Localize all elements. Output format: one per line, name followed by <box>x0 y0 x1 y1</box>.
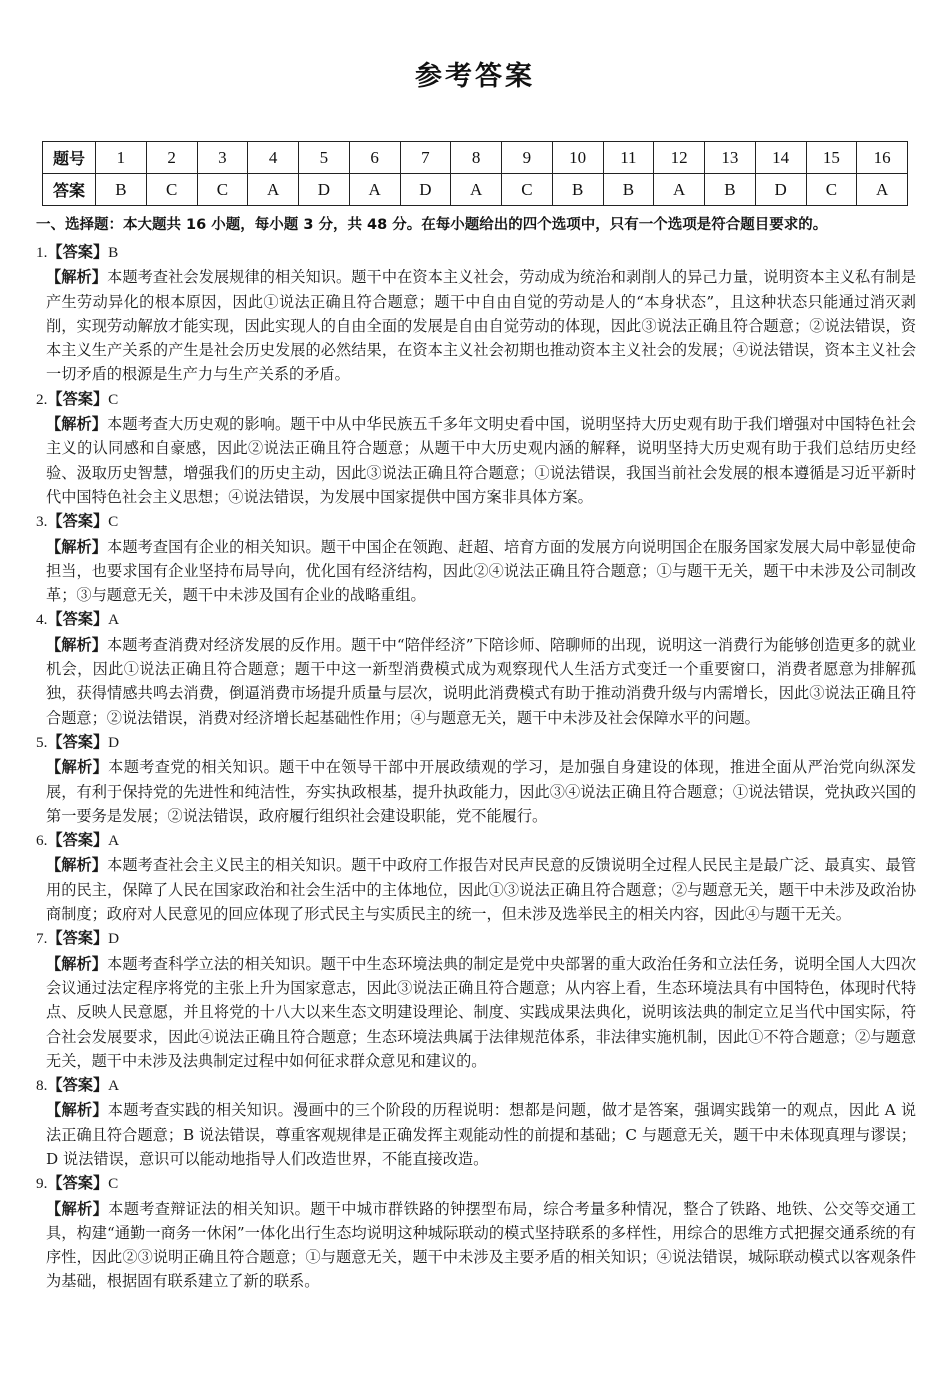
answer-label: 【答案】 <box>47 732 109 751</box>
analysis-paragraph <box>36 1098 916 1171</box>
answer-line <box>36 607 916 632</box>
answer-label: 【答案】 <box>47 512 109 531</box>
answer-value: C <box>108 390 119 408</box>
answer-value: D <box>108 733 120 751</box>
answer-cell: A <box>451 174 502 206</box>
section-title: 一、选择题：本大题共 16 小题，每小题 3 分，共 48 分。在每小题给出的四个选项中，只有一个选项是符合题目要求的。 <box>36 217 828 233</box>
analysis-paragraph <box>36 633 916 730</box>
analysis-paragraph <box>36 265 916 386</box>
answer-cell: A <box>654 174 705 206</box>
answer-cell: D <box>755 174 806 206</box>
analysis-label: 【解析】 <box>46 1199 109 1218</box>
answer-line <box>36 926 916 951</box>
answer-line <box>36 509 916 534</box>
answer-table-number-row <box>43 142 908 174</box>
question-number: 5. <box>36 733 48 751</box>
question-explanation <box>36 1171 916 1293</box>
question-number-cell: 1 <box>96 142 147 174</box>
answer-line <box>36 828 916 853</box>
answer-cell: D <box>299 174 350 206</box>
analysis-label: 【解析】 <box>46 954 108 973</box>
analysis-paragraph <box>36 1197 916 1294</box>
question-number-cell: 3 <box>197 142 248 174</box>
analysis-label: 【解析】 <box>46 537 108 556</box>
question-number-cell: 14 <box>755 142 806 174</box>
page-title: 参考答案 <box>415 61 535 92</box>
analysis-paragraph <box>36 853 916 926</box>
question-number: 3. <box>36 513 48 531</box>
question-number-cell: 4 <box>248 142 299 174</box>
question-number-cell: 11 <box>603 142 654 174</box>
answer-cell: B <box>603 174 654 206</box>
question-number: 6. <box>36 832 48 850</box>
answer-cell: C <box>146 174 197 206</box>
answer-explanations <box>36 240 916 1294</box>
analysis-paragraph <box>36 755 916 828</box>
question-number-cell: 9 <box>502 142 553 174</box>
question-number-cell: 12 <box>654 142 705 174</box>
question-explanation <box>36 926 916 1073</box>
question-number: 8. <box>36 1077 48 1095</box>
answer-line <box>36 1171 916 1196</box>
answer-label: 【答案】 <box>47 610 109 629</box>
question-explanation <box>36 1073 916 1171</box>
question-number-cell: 6 <box>349 142 400 174</box>
analysis-paragraph <box>36 952 916 1073</box>
question-explanation <box>36 828 916 926</box>
answer-line <box>36 387 916 412</box>
analysis-label: 【解析】 <box>46 758 109 777</box>
answer-table-answer-row <box>43 174 908 206</box>
answer-cell: A <box>248 174 299 206</box>
question-number-cell: 7 <box>400 142 451 174</box>
question-number-cell: 15 <box>806 142 857 174</box>
answer-label: 【答案】 <box>47 1076 109 1095</box>
answer-line <box>36 1073 916 1098</box>
answer-label: 【答案】 <box>47 243 109 261</box>
question-number-cell: 5 <box>299 142 350 174</box>
answer-cell: C <box>502 174 553 206</box>
analysis-label: 【解析】 <box>46 635 108 654</box>
question-number-cell: 10 <box>552 142 603 174</box>
row-label-answer: 答案 <box>43 174 96 206</box>
question-number-cell: 13 <box>705 142 756 174</box>
answer-cell: B <box>96 174 147 206</box>
answer-cell: A <box>349 174 400 206</box>
question-number-cell: 16 <box>857 142 908 174</box>
question-explanation <box>36 730 916 828</box>
question-number: 1. <box>36 244 48 261</box>
analysis-label: 【解析】 <box>46 268 108 287</box>
answer-label: 【答案】 <box>47 831 109 850</box>
question-number: 7. <box>36 930 48 948</box>
answer-label: 【答案】 <box>47 929 109 948</box>
question-number: 4. <box>36 611 48 629</box>
analysis-text: 本题考查消费对经济发展的反作用。题干中“陪伴经济”下陪诊师、陪聊师的出现，说明这一消费行为能够创造更多的就业机会，因此①说法正确且符合题意；题干中这一新型消费模式成为观察现代人生活方式变迁一个重要窗口，消费者愿意为排解孤独，获得情感共鸣去消费，倒逼消费市场提升质量与层次，说明此消费模式有助于推动消费升级与内需增长，因此③说法正确且符合题意；②说法错误，消费对经济增长起基础性作用；④与题意无关，题干中未涉及社会保障水平的问题。 <box>46 635 917 727</box>
analysis-label: 【解析】 <box>46 1101 108 1120</box>
analysis-text: 本题考查社会发展规律的相关知识。题干中在资本主义社会，劳动成为统治和剥削人的异己力量，说明资本主义私有制是产生劳动异化的根本原因，因此①说法正确且符合题意；题干中自由自觉的劳动是人的“本身状态”，且这种状态只能通过消灭剥削，实现劳动解放才能实现，因此实现人的自由全面的发展是自由自觉劳动的体现，因此③说法正确且符合题意；②说法错误，资本主义生产关系的产生是社会历史发展的必然结果，在资本主义社会初期也推动资本主义社会的发展；④说法错误，资本主义社会一切矛盾的根源是生产力与生产关系的矛盾。 <box>46 268 917 384</box>
analysis-paragraph <box>36 535 916 608</box>
answer-value: A <box>108 611 120 629</box>
answer-table <box>42 141 908 206</box>
question-explanation <box>36 607 916 729</box>
answer-label: 【答案】 <box>47 389 109 408</box>
question-explanation <box>36 509 916 607</box>
analysis-text: 本题考查国有企业的相关知识。题干中国企在领跑、赶超、培育方面的发展方向说明国企在服务国家发展大局中彰显使命担当，也要求国有企业坚持布局导向，优化国有经济结构，因此②④说法正确且符合题意；①与题干无关，题干中未涉及公司制改革；③与题意无关，题干中未涉及国有企业的战略重组。 <box>46 537 917 605</box>
answer-value: B <box>108 244 119 261</box>
answer-value: C <box>108 513 119 531</box>
analysis-text: 本题考查大历史观的影响。题干中从中华民族五千多年文明史看中国，说明坚持大历史观有助于我们增强对中国特色社会主义的认同感和自豪感，因此②说法正确且符合题意；从题干中大历史观内涵的解释，说明坚持大历史观有助于我们总结历史经验、汲取历史智慧，增强我们的历史主动，因此③说法正确且符合题意；①说法错误，我国当前社会发展的根本遵循是习近平新时代中国特色社会主义思想；④说法错误，为发展中国家提供中国方案非具体方案。 <box>46 415 917 506</box>
answer-cell: B <box>552 174 603 206</box>
analysis-label: 【解析】 <box>46 856 108 875</box>
analysis-text: 本题考查辩证法的相关知识。题干中城市群铁路的钟摆型布局，综合考量多种情况，整合了铁路、地铁、公交等交通工具，构建“通勤一商务一休闲”一体化出行生态均说明这种城际联动的模式坚持联系的多样性，用综合的思维方式把握交通系统的有序性，因此②③说明正确且符合题意；①与题意无关，题干中未涉及主要矛盾的相关知识；④说法错误，城际联动模式以客观条件为基础，根据固有联系建立了新的联系。 <box>46 1199 917 1291</box>
question-number: 2. <box>36 390 48 408</box>
analysis-label: 【解析】 <box>46 415 108 434</box>
answer-value: A <box>108 1077 120 1095</box>
analysis-text: 本题考查科学立法的相关知识。题干中生态环境法典的制定是党中央部署的重大政治任务和立法任务，说明全国人大四次会议通过法定程序将党的主张上升为国家意志，因此③说法正确且符合题意；从内容上看，生态环境法具有中国特色，体现时代特点、反映人民意愿，并且将党的十八大以来生态文明建设理论、制度、实践成果法典化，说明该法典的制定立足当代中国实际，符合社会发展要求，因此④说法正确且符合题意；生态环境法典属于法律规范体系，非法律实施机制，因此①不符合题意；②与题意无关，题干中未涉及法典制定过程中如何征求群众意见和建议的。 <box>46 954 917 1070</box>
answer-line <box>36 730 916 755</box>
answer-cell: A <box>857 174 908 206</box>
answer-value: A <box>108 832 120 850</box>
question-number: 9. <box>36 1175 48 1193</box>
analysis-paragraph <box>36 412 916 509</box>
analysis-text: 本题考查社会主义民主的相关知识。题干中政府工作报告对民声民意的反馈说明全过程人民民主是最广泛、最真实、最管用的民主，保障了人民在国家政治和社会生活中的主体地位，因此①③说法正确且符合题意；②与题意无关，题干中未涉及政治协商制度；政府对人民意见的回应体现了形式民主与实质民主的统一，但未涉及选举民主的相关内容，因此④与题干无关。 <box>46 856 917 924</box>
answer-line <box>36 240 916 265</box>
question-number-cell: 8 <box>451 142 502 174</box>
row-label-number: 题号 <box>43 142 96 174</box>
answer-value: C <box>108 1175 119 1193</box>
answer-cell: C <box>197 174 248 206</box>
question-number-cell: 2 <box>146 142 197 174</box>
question-explanation <box>36 240 916 387</box>
answer-label: 【答案】 <box>47 1174 109 1193</box>
analysis-text: 本题考查实践的相关知识。漫画中的三个阶段的历程说明：想都是问题，做才是答案，强调实践第一的观点，因此 A 说法正确且符合题意；B 说法错误，尊重客观规律是正确发挥主观能动性的前提和基础；C 与题意无关，题干中未体现真理与谬误；D 说法错误，意识可以能动地指导人们改造世界，不能直接改造。 <box>46 1101 917 1168</box>
answer-cell: C <box>806 174 857 206</box>
answer-cell: B <box>705 174 756 206</box>
analysis-text: 本题考查党的相关知识。题干中在领导干部中开展政绩观的学习，是加强自身建设的体现，推进全面从严治党向纵深发展，有利于保持党的先进性和纯洁性，夯实执政根基，提升执政能力，因此③④说法正确且符合题意；①说法错误，党执政兴国的第一要务是发展；②说法错误，政府履行组织社会建设职能，党不能履行。 <box>46 758 917 825</box>
answer-value: D <box>108 930 120 948</box>
answer-cell: D <box>400 174 451 206</box>
question-explanation <box>36 387 916 509</box>
